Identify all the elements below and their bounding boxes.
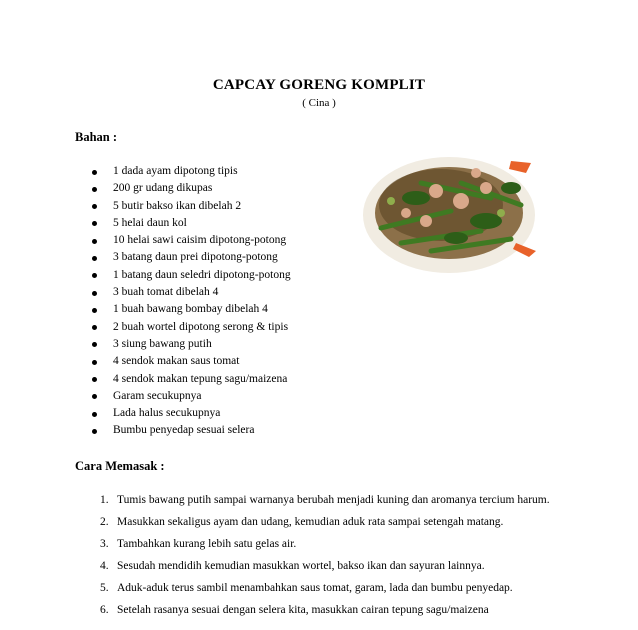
ingredient-item: 1 batang daun seledri dipotong-potong: [92, 267, 291, 284]
ingredient-item: Garam secukupnya: [92, 388, 291, 405]
step-item: 5. Aduk-aduk terus sambil menambahkan saus tomat, garam, lada dan bumbu penyedap.: [100, 582, 513, 594]
bullet-icon: [92, 256, 97, 261]
bullet-icon: [92, 412, 97, 417]
ingredient-item: 4 sendok makan saus tomat: [92, 353, 291, 370]
bullet-icon: [92, 429, 97, 434]
ingredient-item: Bumbu penyedap sesuai selera: [92, 422, 291, 439]
ingredient-item: 4 sendok makan tepung sagu/maizena: [92, 371, 291, 388]
steps-heading: Cara Memasak :: [75, 459, 165, 473]
ingredient-item: 1 dada ayam dipotong tipis: [92, 163, 291, 180]
bullet-icon: [92, 170, 97, 175]
bullet-icon: [92, 273, 97, 278]
ingredients-heading: Bahan :: [75, 130, 118, 144]
step-item: 6. Setelah rasanya sesuai dengan selera kita, masukkan cairan tepung sagu/maizena: [100, 604, 489, 616]
recipe-subtitle: ( Cina ): [302, 97, 336, 109]
step-item: 1. Tumis bawang putih sampai warnanya berubah menjadi kuning dan aromanya tercium harum.: [100, 494, 550, 506]
ingredient-item: 2 buah wortel dipotong serong & tipis: [92, 319, 291, 336]
bullet-icon: [92, 394, 97, 399]
bullet-icon: [92, 221, 97, 226]
bullet-icon: [92, 239, 97, 244]
ingredient-item: 200 gr udang dikupas: [92, 180, 291, 197]
steps-list: [100, 489, 562, 621]
bullet-icon: [92, 342, 97, 347]
capcay-photo: [361, 143, 539, 276]
bullet-icon: [92, 308, 97, 313]
step-item: 2. Masukkan sekaligus ayam dan udang, kemudian aduk rata sampai setengah matang.: [100, 516, 504, 528]
ingredient-item: 5 butir bakso ikan dibelah 2: [92, 198, 291, 215]
ingredient-item: 10 helai sawi caisim dipotong-potong: [92, 232, 291, 249]
ingredient-item: 3 batang daun prei dipotong-potong: [92, 249, 291, 266]
bullet-icon: [92, 325, 97, 330]
ingredients-list: [92, 163, 291, 440]
step-item: 3. Tambahkan kurang lebih satu gelas air.: [100, 538, 297, 550]
bullet-icon: [92, 377, 97, 382]
ingredient-item: 3 buah tomat dibelah 4: [92, 284, 291, 301]
ingredient-item: 5 helai daun kol: [92, 215, 291, 232]
bullet-icon: [92, 204, 97, 209]
bullet-icon: [92, 187, 97, 192]
recipe-title: CAPCAY GORENG KOMPLIT: [212, 77, 426, 93]
ingredient-item: 1 buah bawang bombay dibelah 4: [92, 301, 291, 318]
ingredient-item: 3 siung bawang putih: [92, 336, 291, 353]
step-item: 4. Sesudah mendidih kemudian masukkan wortel, bakso ikan dan sayuran lainnya.: [100, 560, 485, 572]
ingredient-item: Lada halus secukupnya: [92, 405, 291, 422]
bullet-icon: [92, 360, 97, 365]
bullet-icon: [92, 291, 97, 296]
